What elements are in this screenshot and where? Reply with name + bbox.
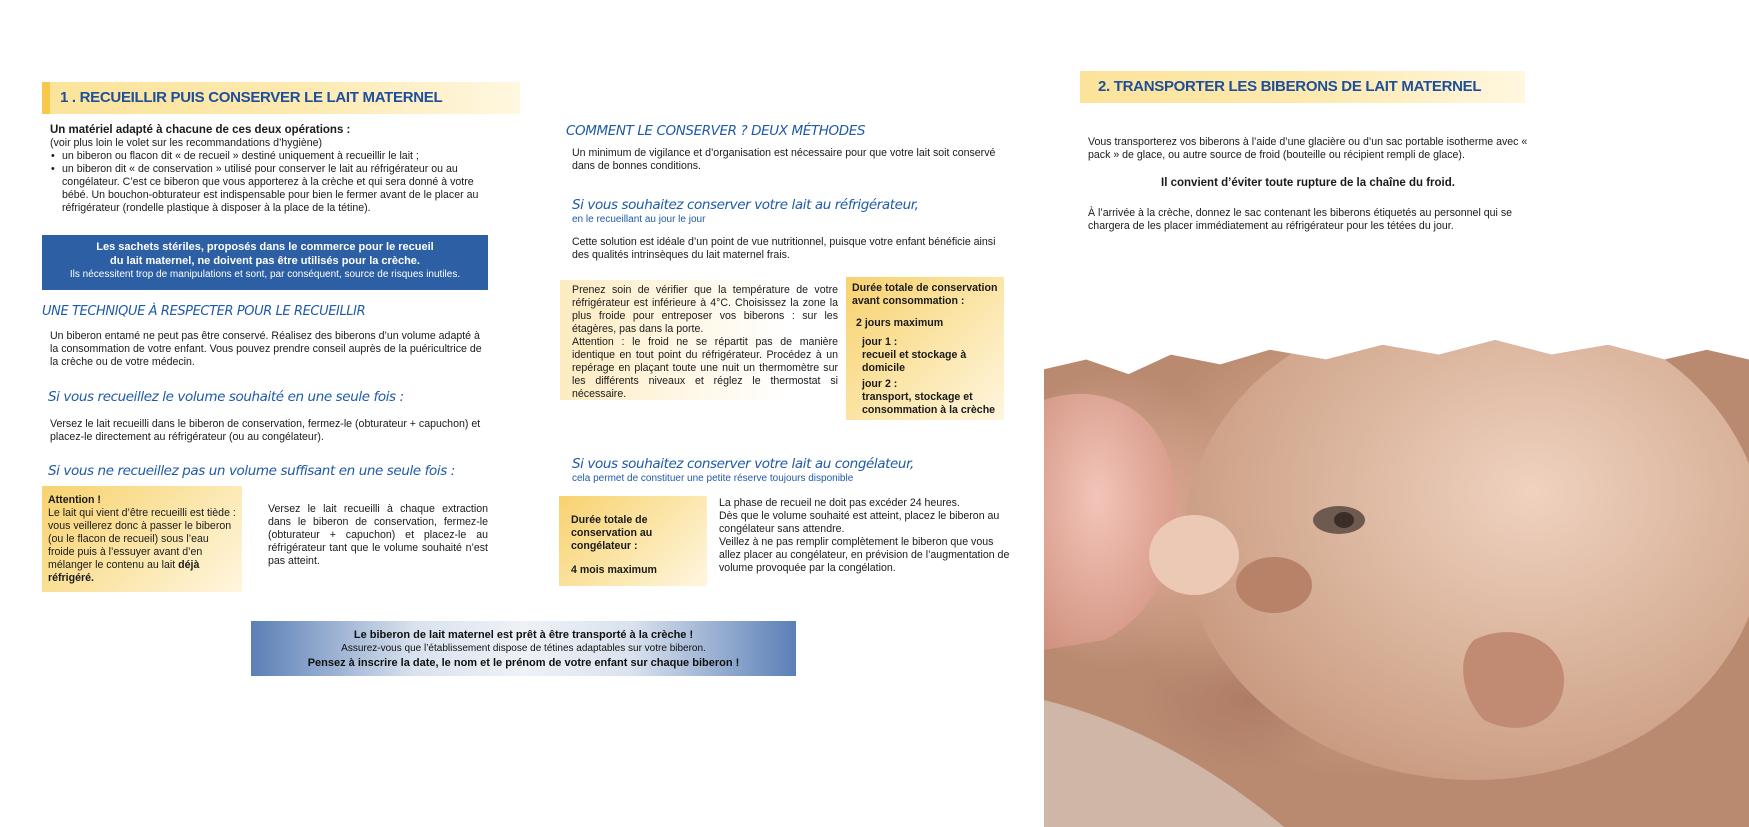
fridge-heading-block xyxy=(572,197,919,225)
sachets-line-2: du lait maternel, ne doivent pas être utilisés pour la crèche. xyxy=(110,255,420,267)
freezer-p1: La phase de recueil ne doit pas excéder 24 heures. xyxy=(719,497,960,509)
intro-heading: Un matériel adapté à chacune de ces deux opérations : xyxy=(50,124,351,136)
sachets-warning-box xyxy=(42,235,488,290)
freezer-subheading: cela permet de constituer une petite réserve toujours disponible xyxy=(572,473,854,484)
fridge-p2: Prenez soin de vérifier que la température de votre réfrigérateur est inférieure à 4°C. Choisissez la zone la plus froide pour entreposer vos biberons : sur les étagères, pas dans la porte. xyxy=(572,284,838,335)
ready-line-3: Pensez à inscrire la date, le nom et le prénom de votre enfant sur chaque biberon ! xyxy=(307,657,740,669)
fridge-duration-box xyxy=(846,277,1004,420)
freezer-heading: Si vous souhaitez conserver votre lait au congélateur, xyxy=(572,456,914,472)
fridge-day2: transport, stockage et consommation à la crèche xyxy=(862,391,996,416)
once-body: Versez le lait recueilli dans le biberon de conservation, fermez-le (obturateur + capuchon) et placez-le directement au réfrigérateur (ou au congélateur). xyxy=(50,418,481,443)
technique-body: Un biberon entamé ne peut pas être conservé. Réalisez des biberons d’un volume adapté à la consommation de votre enfant. Vous pouvez prendre conseil auprès de la puéricultrice de la crèche ou de votre médecin. xyxy=(50,330,482,368)
transport-p3: À l’arrivée à la crèche, donnez le sac contenant les biberons étiquetés au personnel qui se chargera de les placer immédiatement au réfrigérateur pour les tétées du jour. xyxy=(1088,207,1513,232)
freezer-p3: Veillez à ne pas remplir complètement le biberon que vous allez placer au congélateur, en prévision de l’augmentation de volume provoquée par la congélation. xyxy=(719,536,1010,574)
once-heading: Si vous recueillez le volume souhaité en une seule fois : xyxy=(48,389,404,405)
fridge-subheading: en le recueillant au jour le jour xyxy=(572,214,706,225)
freezer-heading-block xyxy=(572,456,914,484)
baby-pupil-shape xyxy=(1334,512,1354,528)
freezer-box-title: Durée totale de conservation au congélateur : xyxy=(571,514,653,552)
notonce-body: Versez le lait recueilli à chaque extraction dans le biberon de conservation, fermez-le (obturateur + capuchon) et placez-le au réfrigérateur tant que le volume souhaité n’est pas atteint. xyxy=(268,503,488,567)
fridge-day1: recueil et stockage à domicile xyxy=(862,349,967,374)
attention-text: Le lait qui vient d’être recueilli est tiède : vous veillerez donc à passer le biberon (ou le flacon de recueil) sous l’eau froide puis à l’essuyer avant d’en mélanger le contenu au lait xyxy=(48,507,236,571)
section-1-title xyxy=(42,82,520,114)
freezer-box-max: 4 mois maximum xyxy=(571,564,657,576)
fridge-p1: Cette solution est idéale d’un point de vue nutritionnel, puisque votre enfant bénéficie ainsi des qualités intrinsèques du lait maternel frais. xyxy=(572,236,996,261)
list-item: • un biberon dit « de conservation » utilisé pour conserver le lait au réfrigérateur ou au congélateur. C’est ce biberon que vous apporterez à la crèche et qui sera donné à votre bébé. Un bouchon-obturateur est indispensable pour bien le fermer avant de le placer au réfrigérateur (rondelle plastique à disposer à la place de la tétine). xyxy=(50,163,488,215)
technique-heading: UNE TECHNIQUE À RESPECTER POUR LE RECUEILLIR xyxy=(42,304,366,319)
notonce-heading: Si vous ne recueillez pas un volume suffisant en une seule fois : xyxy=(48,463,455,479)
fridge-day2-label: jour 2 : xyxy=(862,378,898,390)
fridge-heading: Si vous souhaitez conserver votre lait au réfrigérateur, xyxy=(572,197,919,213)
transport-p1: Vous transporterez vos biberons à l’aide d’une glacière ou d’un sac portable isotherme avec « pack » de glace, ou autre source de froid (bouteille ou récipient rempli de glace). xyxy=(1088,136,1528,161)
list-item: • un biberon ou flacon dit « de recueil » destiné uniquement à recueillir le lait ; xyxy=(50,150,488,163)
freezer-duration-box xyxy=(559,496,707,586)
bottle-shape xyxy=(1044,394,1176,650)
ready-line-2: Assurez-vous que l’établissement dispose de tétines adaptables sur votre biberon. xyxy=(341,643,706,654)
sachets-line-3: Ils nécessitent trop de manipulations et sont, par conséquent, source de risques inutiles. xyxy=(69,269,461,280)
freezer-details xyxy=(719,497,1014,575)
methods-heading: COMMENT LE CONSERVER ? DEUX MÉTHODES xyxy=(566,123,866,139)
fridge-day1-label: jour 1 : xyxy=(862,336,898,348)
fridge-box-title: Durée totale de conservation avant consommation : xyxy=(852,282,998,307)
fridge-box-max: 2 jours maximum xyxy=(856,317,944,329)
fridge-details xyxy=(572,284,838,401)
ready-banner xyxy=(251,621,796,676)
intro-list xyxy=(50,150,488,215)
baby-illustration xyxy=(1044,340,1749,827)
methods-intro: Un minimum de vigilance et d’organisation est nécessaire pour que votre lait soit conservé dans de bonnes conditions. xyxy=(572,147,996,172)
blanket-shape xyxy=(1044,700,1284,827)
section-2-title xyxy=(1080,71,1525,103)
freezer-p2: Dès que le volume souhaité est atteint, placez le biberon au congélateur sans attendre. xyxy=(719,510,1000,535)
attention-bold: déjà réfrigéré. xyxy=(48,559,200,584)
ready-line-1: Le biberon de lait maternel est prêt à être transporté à la crèche ! xyxy=(353,629,694,641)
section-1-title-text: 1 . RECUEILLIR PUIS CONSERVER LE LAIT MATERNEL xyxy=(60,89,443,106)
intro-note: (voir plus loin le volet sur les recommandations d’hygiène) xyxy=(50,137,323,149)
baby-mouth-shape xyxy=(1236,557,1312,613)
attention-title: Attention ! xyxy=(48,494,101,506)
transport-p2: Il convient d’éviter toute rupture de la chaîne du froid. xyxy=(1161,177,1455,189)
title-accent-bar xyxy=(42,82,50,114)
fridge-p3: Attention : le froid ne se répartit pas de manière identique en tout point du réfrigérateur. Procédez à un repérage en plaçant toute une nuit un thermomètre sur les différents niveaux et réglez le thermostat si nécessaire. xyxy=(572,336,838,400)
attention-box xyxy=(42,486,242,592)
baby-photo xyxy=(1044,340,1749,827)
section-2-title-text: 2. TRANSPORTER LES BIBERONS DE LAIT MATERNEL xyxy=(1098,78,1482,95)
sachets-line-1: Les sachets stériles, proposés dans le commerce pour le recueil xyxy=(96,241,434,253)
intro-block xyxy=(50,124,488,215)
baby-nose-shape xyxy=(1149,515,1239,595)
